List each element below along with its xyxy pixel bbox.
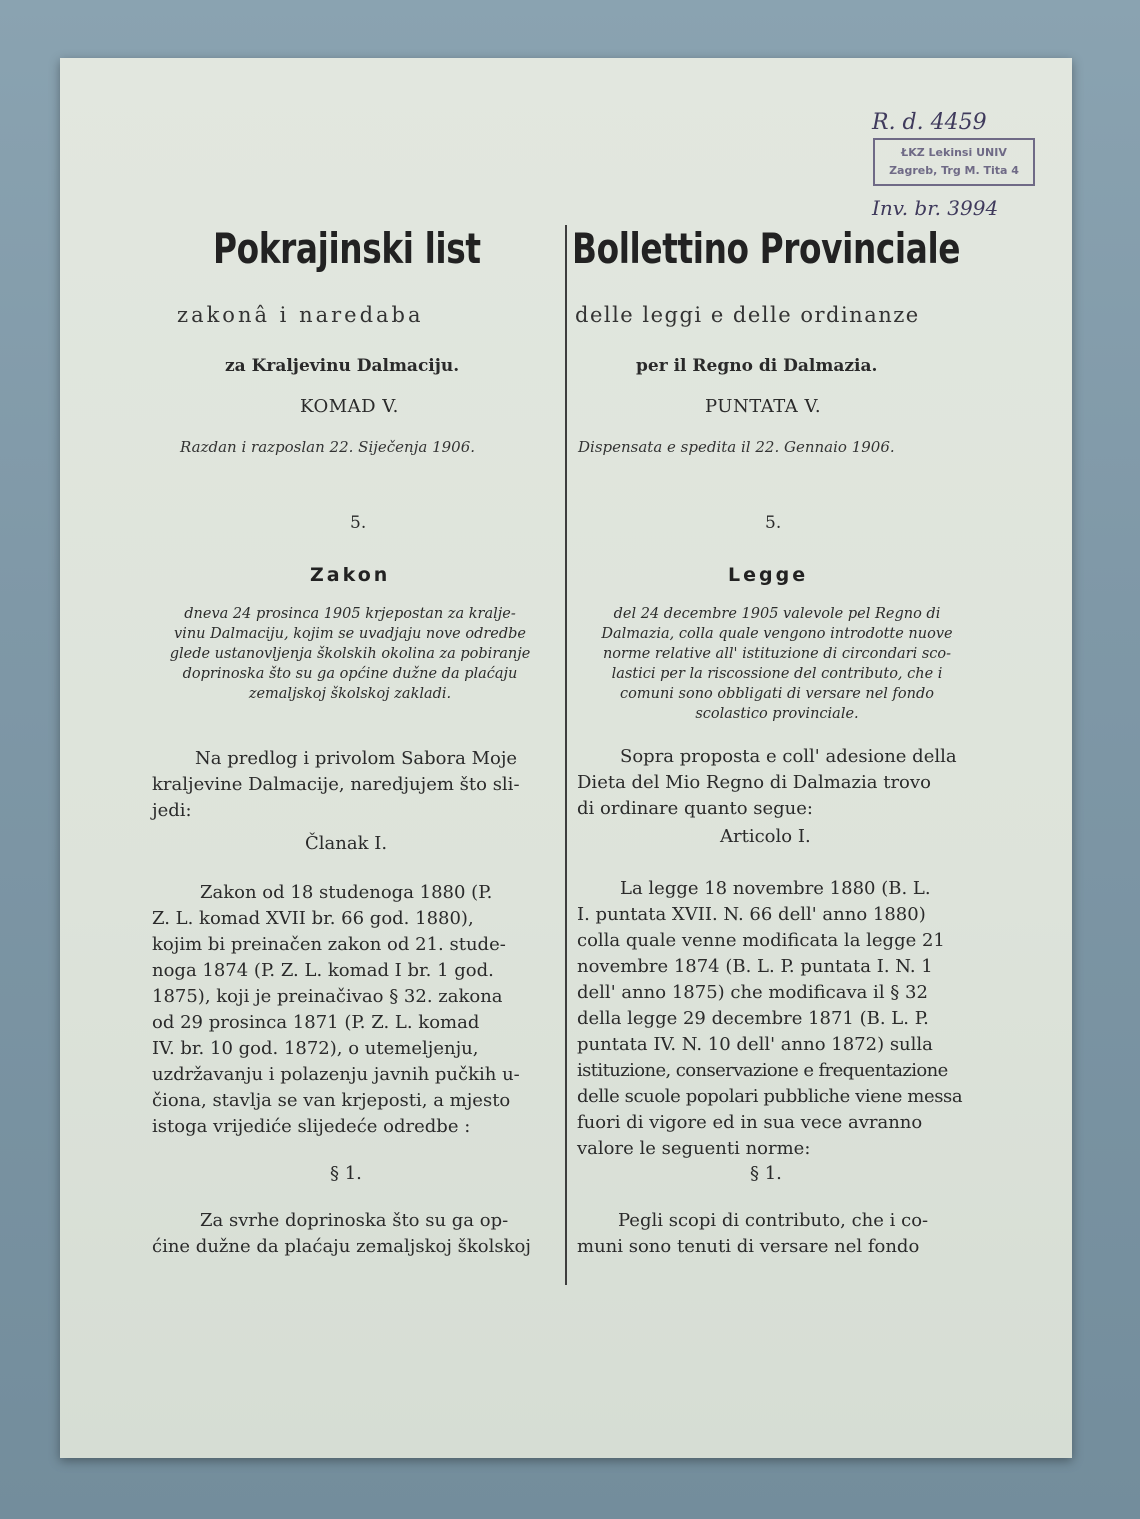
right-article-line: colla quale venne modificata la legge 21: [577, 930, 945, 951]
left-article-line: kojim bi preinačen zakon od 21. stude-: [152, 934, 506, 955]
right-preamble-line: Dieta del Mio Regno di Dalmazia trovo: [577, 772, 931, 793]
right-article-line: I. puntata XVII. N. 66 dell' anno 1880): [577, 904, 926, 925]
right-article-heading: Articolo I.: [720, 826, 811, 847]
inventory-handwriting: Inv. br. 3994: [872, 196, 999, 220]
right-article-line: fuori di vigore ed in sua vece avranno: [577, 1112, 923, 1133]
left-article-line: Z. L. komad XVII br. 66 god. 1880),: [152, 908, 474, 929]
left-summary-line: vinu Dalmaciju, kojim se uvadjaju nove odredbe: [173, 626, 527, 642]
right-title: Bollettino Provinciale: [572, 224, 961, 273]
right-article-line: dell' anno 1875) che modificava il § 32: [577, 982, 928, 1003]
left-section-line: ćine dužne da plaćaju zemaljskoj školskoj: [152, 1236, 531, 1257]
right-section-heading: § 1.: [750, 1163, 782, 1184]
stamp-line-1: ŁKZ Lekinsi UNIV: [901, 146, 1007, 159]
left-region: za Kraljevinu Dalmaciju.: [225, 356, 460, 376]
right-summary-line: comuni sono obbligati di versare nel fondo: [620, 686, 934, 702]
left-summary-line: glede ustanovljenja školskih okolina za pobiranje: [169, 646, 531, 662]
right-subtitle: delle leggi e delle ordinanze: [575, 303, 920, 327]
right-region: per il Regno di Dalmazia.: [636, 356, 878, 376]
left-law-title: Zakon: [310, 564, 391, 586]
left-article-heading: Članak I.: [305, 833, 388, 854]
right-article-line: novembre 1874 (B. L. P. puntata I. N. 1: [577, 956, 933, 977]
left-summary-line: dneva 24 prosinca 1905 krjepostan za kralje-: [184, 606, 516, 622]
left-dispatched: Razdan i razposlan 22. Siječenja 1906.: [180, 438, 476, 456]
right-issue: PUNTATA V.: [705, 396, 822, 417]
left-summary-line: zemaljskoj školskoj zakladi.: [248, 686, 452, 702]
left-preamble-line: kraljevine Dalmacije, naredjujem što sli-: [152, 774, 520, 795]
right-article-line: della legge 29 decembre 1871 (B. L. P.: [577, 1008, 929, 1029]
left-preamble-line: Na predlog i privolom Sabora Moje: [195, 748, 518, 769]
right-summary-line: lastici per la riscossione del contributo, che i: [611, 666, 943, 682]
left-article-line: noga 1874 (P. Z. L. komad I br. 1 god.: [152, 960, 494, 981]
right-summary-line: scolastico provinciale.: [695, 706, 859, 722]
right-number: 5.: [765, 513, 782, 533]
left-law-summary: [145, 604, 555, 704]
right-article-line: valore le seguenti norme:: [577, 1138, 811, 1159]
right-preamble-line: Sopra proposta e coll' adesione della: [620, 746, 957, 767]
right-summary-line: norme relative all' istituzione di circondari sco-: [602, 646, 952, 662]
right-article-line: puntata IV. N. 10 dell' anno 1872) sulla: [577, 1034, 933, 1055]
right-law-title: Legge: [728, 564, 809, 586]
left-title: Pokrajinski list: [213, 224, 481, 273]
left-article-line: čiona, stavlja se van krjeposti, a mjesto: [152, 1090, 511, 1111]
left-subtitle: zakonâ i naredaba: [177, 303, 424, 327]
left-number: 5.: [350, 513, 367, 533]
right-article-line: delle scuole popolari pubbliche viene messa: [577, 1086, 963, 1107]
left-summary-line: doprinoska što su ga općine dužne da plaćaju: [182, 666, 518, 682]
left-article-line: IV. br. 10 god. 1872), o utemeljenju,: [152, 1038, 479, 1059]
right-dispatched: Dispensata e spedita il 22. Gennaio 1906.: [578, 438, 895, 456]
left-article-line: 1875), koji je preinačivao § 32. zakona: [152, 986, 503, 1007]
right-summary-line: Dalmazia, colla quale vengono introdotte nuove: [601, 626, 953, 642]
left-preamble-line: jedi:: [152, 800, 192, 821]
stamp-line-2: Zagreb, Trg M. Tita 4: [889, 164, 1019, 177]
right-preamble-line: di ordinare quanto segue:: [577, 798, 813, 819]
left-article-line: Zakon od 18 studenoga 1880 (P.: [200, 882, 493, 903]
left-article-line: od 29 prosinca 1871 (P. Z. L. komad: [152, 1012, 480, 1033]
right-article-line: istituzione, conservazione e frequentazione: [577, 1060, 948, 1081]
library-stamp: [873, 138, 1035, 186]
right-section-line: muni sono tenuti di versare nel fondo: [577, 1236, 920, 1257]
left-section-line: Za svrhe doprinoska što su ga op-: [200, 1210, 509, 1231]
left-article-line: istoga vrijediće slijedeće odredbe :: [152, 1116, 471, 1137]
right-summary-line: del 24 decembre 1905 valevole pel Regno di: [613, 606, 941, 622]
left-section-heading: § 1.: [330, 1163, 362, 1184]
left-article-line: uzdržavanju i polazenju javnih pučkih u-: [152, 1064, 520, 1085]
column-divider: [565, 225, 567, 1285]
right-article-line: La legge 18 novembre 1880 (B. L.: [620, 878, 931, 899]
shelfmark-handwriting: R. d. 4459: [872, 110, 987, 135]
right-law-summary: [572, 604, 982, 724]
left-issue: KOMAD V.: [300, 396, 399, 417]
right-section-line: Pegli scopi di contributo, che i co-: [618, 1210, 929, 1231]
